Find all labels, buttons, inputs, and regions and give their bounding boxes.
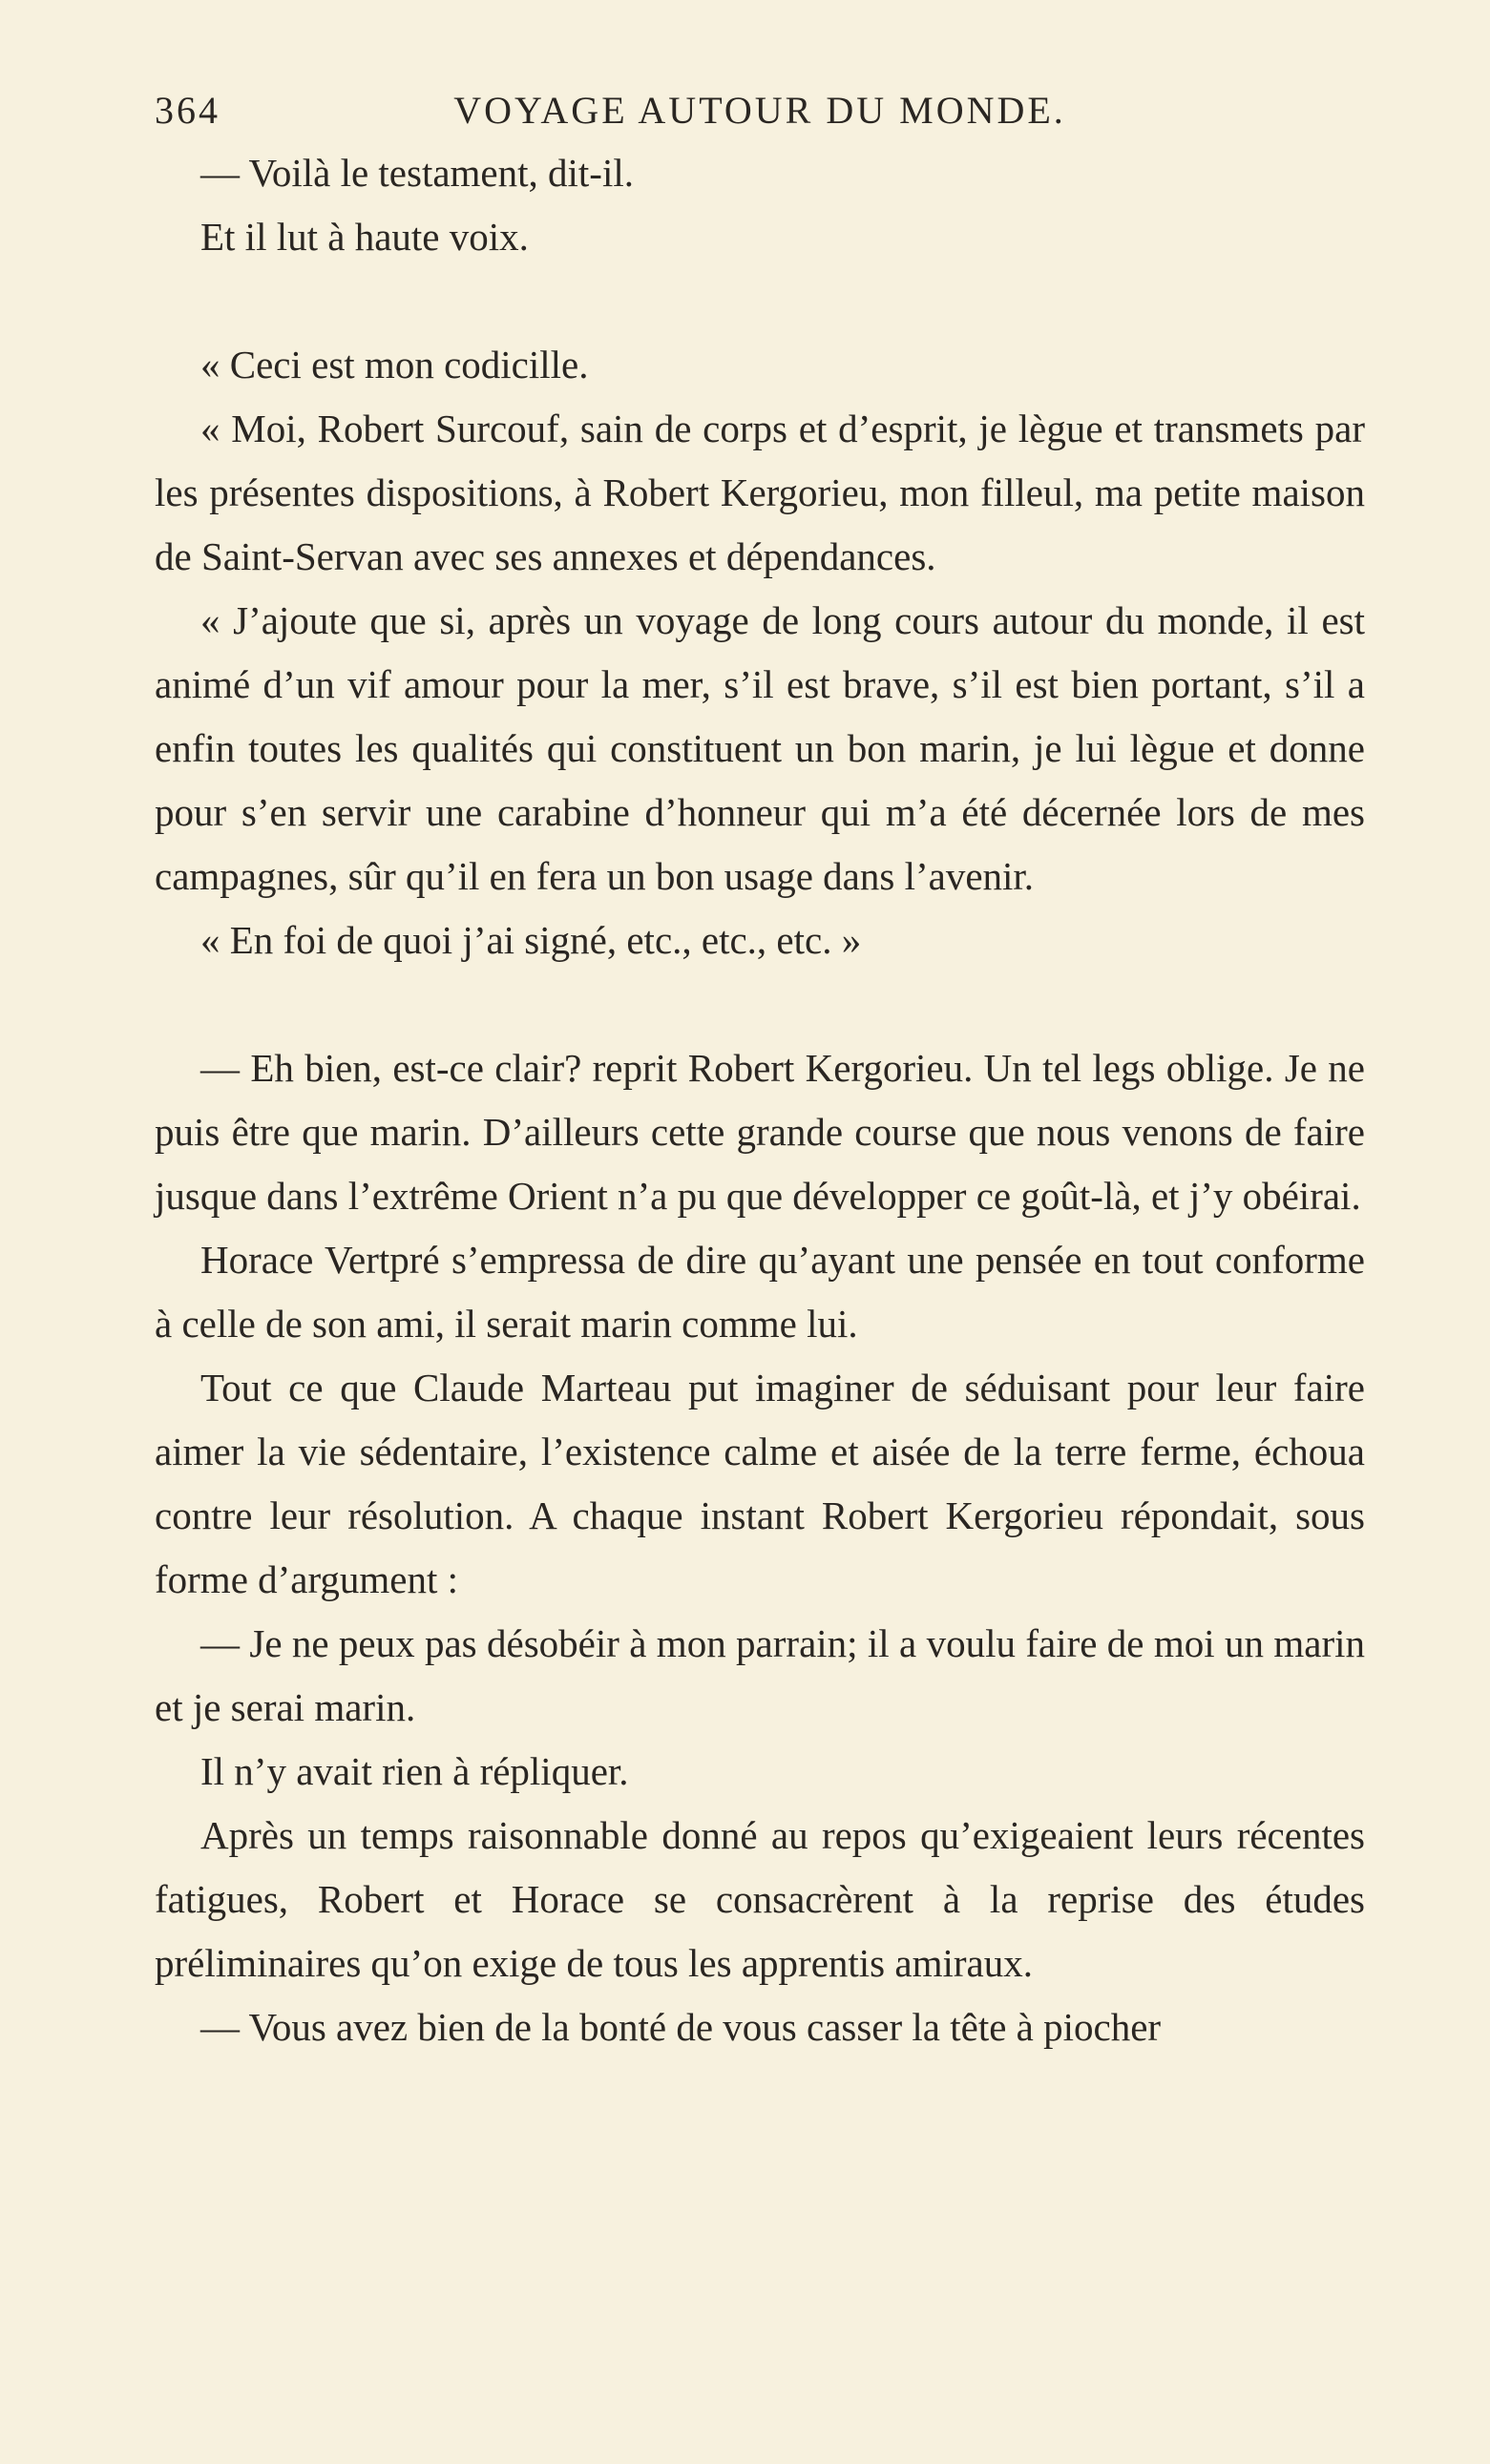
paragraph: « En foi de quoi j’ai signé, etc., etc., etc. »	[200, 918, 862, 962]
body-text	[155, 141, 1365, 2059]
page-number: 364	[155, 89, 220, 132]
paragraph: « J’ajoute que si, après un voyage de long cours autour du monde, il est animé d’un vif amour pour la mer, s’il est brave, s’il est bien portant, s’il a enfin toutes les qualités qui constituent un bon marin, je lui lègue et donne pour s’en servir une carabine d’honneur qui m’a été décernée lors de mes campagnes, sûr qu’il en fera un bon usage dans l’avenir.	[155, 598, 1365, 898]
running-title: VOYAGE AUTOUR DU MONDE.	[453, 89, 1066, 132]
paragraph: Après un temps raisonnable donné au repos qu’exigeaient leurs récentes fatigues, Robert et Horace se consacrèrent à la reprise des études préliminaires qu’on exige de tous les apprentis amiraux.	[155, 1813, 1365, 1985]
paragraph: « Ceci est mon codicille.	[200, 343, 589, 386]
paragraph: Horace Vertpré s’empressa de dire qu’ayant une pensée en tout conforme à celle de son ami, il serait marin comme lui.	[155, 1238, 1365, 1346]
paragraph: — Vous avez bien de la bonté de vous casser la tête à piocher	[200, 2005, 1162, 2049]
paragraph: — Je ne peux pas désobéir à mon parrain; il a voulu faire de moi un marin et je serai marin.	[155, 1621, 1365, 1729]
paragraph: — Voilà le testament, dit-il.	[200, 151, 634, 195]
paragraph: — Eh bien, est-ce clair? reprit Robert Kergorieu. Un tel legs oblige. Je ne puis être que marin. D’ailleurs cette grande course que nous venons de faire jusque dans l’extrême Orient n’a pu que développer ce goût-là, et j’y obéirai.	[155, 1046, 1365, 1218]
paragraph: Il n’y avait rien à répliquer.	[200, 1749, 629, 1793]
book-page	[155, 88, 1365, 2059]
paragraph: « Moi, Robert Surcouf, sain de corps et d’esprit, je lègue et transmets par les présentes dispositions, à Robert Kergorieu, mon filleul, ma petite maison de Saint-Servan avec ses annexes et dépendances.	[155, 407, 1365, 578]
paragraph: Tout ce que Claude Marteau put imaginer de séduisant pour leur faire aimer la vie sédentaire, l’existence calme et aisée de la terre ferme, échoua contre leur résolution. A chaque instant Robert Kergorieu répondait, sous forme d’argument :	[155, 1366, 1365, 1601]
running-head	[155, 88, 1365, 141]
paragraph: Et il lut à haute voix.	[200, 215, 529, 259]
